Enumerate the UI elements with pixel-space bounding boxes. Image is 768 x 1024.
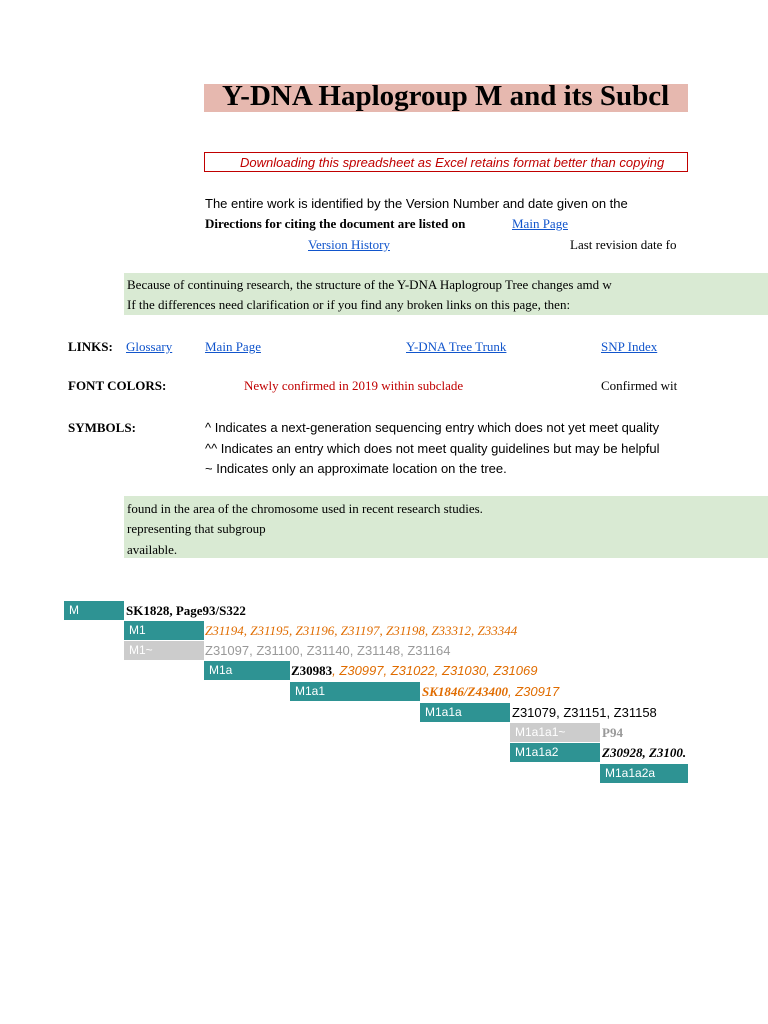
symbol-caret-note: ^ Indicates a next-generation sequencing entry which does not yet meet quality [205,420,660,435]
links-label: LINKS: [68,339,113,354]
tree-node-m[interactable]: M [64,601,124,620]
main-page-link[interactable]: Main Page [205,339,261,354]
symbol-tilde-note: ~ Indicates only an approximate location on the tree. [205,461,507,476]
tree-snps-m1a1-primary: SK1846/Z43400 [422,684,508,699]
ydna-tree-trunk-link[interactable]: Y-DNA Tree Trunk [406,339,507,354]
tree-snps-m [126,601,688,620]
tree-node-m1a1[interactable]: M1a1 [290,682,420,701]
tree-snps-m1a-secondary: , Z30997, Z31022, Z31030, Z31069 [332,663,538,678]
last-revision-label: Last revision date fo [570,237,677,252]
glossary-link[interactable]: Glossary [126,339,173,354]
citing-directions-label: Directions for citing the document are listed on [205,216,466,231]
tree-snps-m1-approx: Z31097, Z31100, Z31140, Z31148, Z31164 [205,643,451,658]
font-color-black-sample: Confirmed wit [601,378,678,393]
download-notice: Downloading this spreadsheet as Excel retains format better than copying [240,155,665,170]
research-note-line-2: If the differences need clarification or if you find any broken links on this page, then: [127,297,571,312]
tree-node-m1a1a2a[interactable]: M1a1a2a [600,764,688,783]
notes-line-3: available. [127,542,178,557]
tree-snps-m1: Z31194, Z31195, Z31196, Z31197, Z31198, Z33312, Z33344 [205,623,518,638]
tree-snps-m1a1 [422,682,688,701]
tree-snps-m1a1a1-approx: P94 [602,725,623,740]
font-color-red-sample: Newly confirmed in 2019 within subclade [244,378,464,393]
tree-snps-m1a [291,661,688,680]
tree-snps-m1a1a2: Z30928, Z3100. [602,745,687,760]
intro-version-text: The entire work is identified by the Version Number and date given on the [205,196,628,211]
snp-index-link[interactable]: SNP Index [601,339,658,354]
page-title: Y-DNA Haplogroup M and its Subcl [222,80,670,112]
main-page-link-citing[interactable]: Main Page [512,216,568,231]
tree-node-m1a1a[interactable]: M1a1a [420,703,510,722]
notes-line-1: found in the area of the chromosome used in recent research studies. [127,501,483,516]
tree-snps-m1a1a: Z31079, Z31151, Z31158 [512,705,657,720]
version-history-link[interactable]: Version History [308,237,390,252]
tree-node-m1a1a1-approx[interactable]: M1a1a1~ [510,723,600,742]
font-colors-label: FONT COLORS: [68,378,167,393]
notes-line-2: representing that subgroup [127,521,266,536]
tree-snps-m1a-primary: Z30983 [291,663,333,678]
tree-snps-m-primary: SK1828, [126,603,176,618]
tree-snps-m-secondary: Page93/S322 [175,603,246,618]
symbol-double-caret-note: ^^ Indicates an entry which does not meet quality guidelines but may be helpful [205,441,660,456]
tree-node-m1[interactable]: M1 [124,621,204,640]
research-note-line-1: Because of continuing research, the structure of the Y-DNA Haplogroup Tree changes amd w [127,277,612,292]
tree-node-m1a1a2[interactable]: M1a1a2 [510,743,600,762]
tree-snps-m1a1-secondary: , Z30917 [507,684,560,699]
symbols-label: SYMBOLS: [68,420,136,435]
tree-node-m1-approx[interactable]: M1~ [124,641,204,660]
tree-node-m1a[interactable]: M1a [204,661,290,680]
